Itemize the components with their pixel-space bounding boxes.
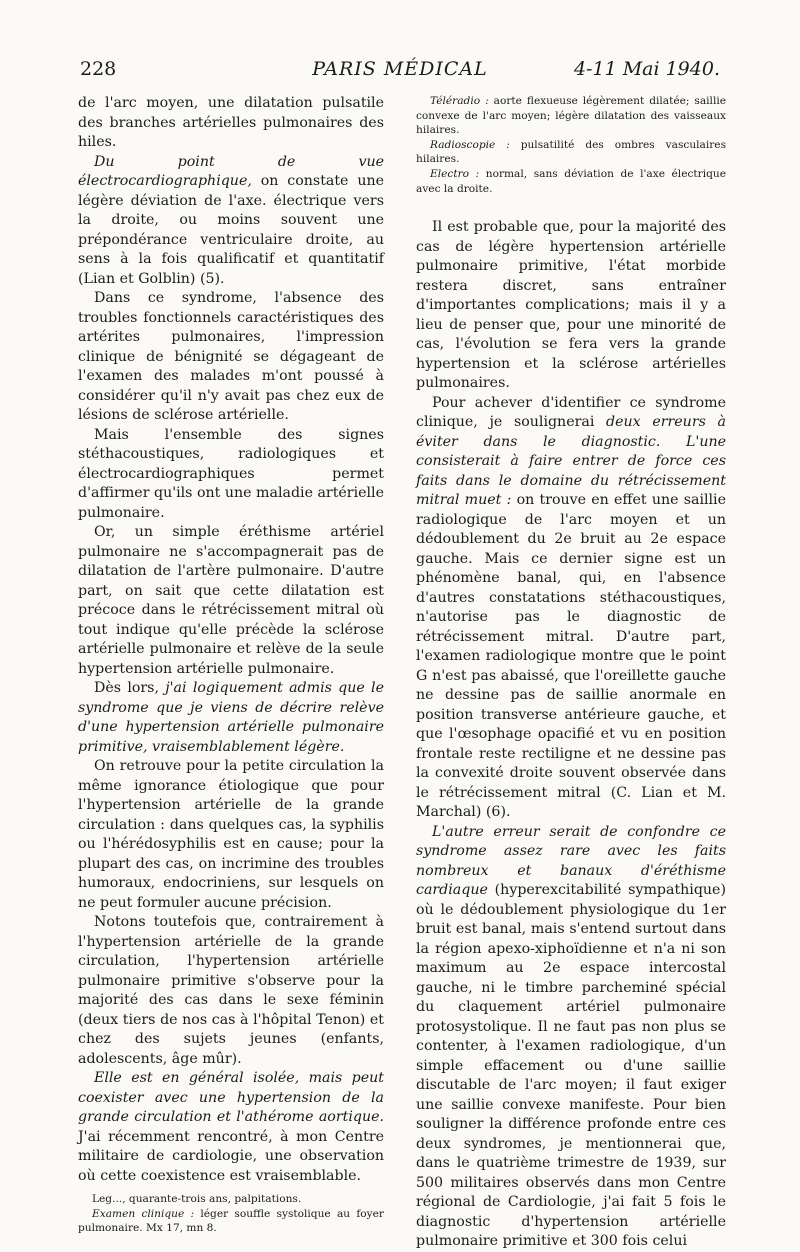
paragraph: Elle est en général isolée, mais peut coexister avec une hypertension de la grande circulation et l'athérome aortique. J'ai récemment rencontré, à mon Centre militaire de cardiologie, une observation où cette coexistence est vraisemblable. [78, 1070, 384, 1184]
emphasis: deux erreurs à éviter dans le diagnostic. L'une consisterait à faire entrer de force ces faits dans le domaine du rétrécissement mitral muet : [416, 414, 727, 509]
left-column [78, 94, 384, 1236]
paragraph: Dès lors, j'ai logiquement admis que le syndrome que je viens de décrire relève d'une hypertension artérielle pulmonaire primitive, vraisemblablement légère. [78, 680, 384, 755]
emphasis: j'ai logiquement admis que le syndrome que je viens de décrire relève d'une hypertension artérielle pulmonaire primitive, vraisemblablement légère. [78, 680, 384, 755]
right-column [416, 94, 726, 1252]
paragraph: Or, un simple éréthisme artériel pulmonaire ne s'accompagnerait pas de dilatation de l'artère pulmonaire. D'autre part, on sait que cette dilatation est précoce dans le rétrécissement mitral où tout indique qu'elle précède la sclérose artérielle pulmonaire et relève de la seule hypertension artérielle pulmonaire. [78, 524, 384, 677]
paragraph: Notons toutefois que, contrairement à l'hypertension artérielle de la grande circulation, l'hypertension artérielle pulmonaire primitive s'observe pour la majorité des cas dans le sexe féminin (deux tiers de nos cas à l'hôpital Tenon) et chez des sujets jeunes (enfants, adolescents, âge mûr). [78, 914, 384, 1067]
case-note: Téléradio : aorte flexueuse légèrement dilatée; saillie convexe de l'arc moyen; légère dilatation des vaisseaux hilaires. [416, 95, 726, 137]
case-note: Leg..., quarante-trois ans, palpitations. [92, 1193, 302, 1205]
paragraph: Dans ce syndrome, l'absence des troubles fonctionnels caractéristiques des artérites pulmonaires, l'impression clinique de bénignité se dégageant de l'examen des malades m'ont poussé à considérer qu'il n'y avait pas chez eux de lésions de sclérose artérielle. [78, 290, 384, 423]
emphasis: Du point de vue électrocardiographique, [78, 153, 384, 189]
issue-date: 4-11 Mai 1940. [573, 58, 720, 80]
paragraph: Mais l'ensemble des signes stéthacoustiques, radiologiques et électrocardiographiques permet d'affirmer qu'ils ont une maladie artérielle pulmonaire. [78, 426, 384, 521]
page-header [80, 58, 720, 88]
case-note: Electro : normal, sans déviation de l'axe électrique avec la droite. [416, 167, 726, 195]
journal-title: PARIS MÉDICAL [312, 58, 488, 80]
paragraph: Pour achever d'identifier ce syndrome clinique, je soulignerai deux erreurs à éviter dans le diagnostic. L'une consisterait à faire entrer de force ces faits dans le domaine du rétrécissement mitral muet : on trouve en effet une saillie radiologique de l'arc moyen et un dédoublement du 2e bruit au 2e espace gauche. Mais ce dernier signe est un phénomène banal, qui, en l'absence d'autres constatations stéthacoustiques, n'autorise pas le diagnostic de rétrécissement mitral. D'autre part, l'examen radiologique montre que le point G n'est pas abaissé, que l'oreillette gauche ne dessine pas de saillie anormale en position transverse antérieure gauche, et que l'œsophage opacifié et vu en position frontale reste rectiligne et ne dessine pas la convexité droite souvent observée dans le rétrécissement mitral (C. Lian et M. Marchal) (6). [416, 394, 727, 821]
emphasis: L'autre erreur serait de confondre ce syndrome assez rare avec les faits nombreux et banaux d'éréthisme cardiaque [416, 823, 726, 899]
paragraph: de l'arc moyen, une dilatation pulsatile des branches artérielles pulmonaires des hiles. [78, 95, 384, 150]
paragraph: Il est probable que, pour la majorité des cas de légère hypertension artérielle pulmonaire primitive, l'état morbide restera discret, sans entraîner d'importantes complications; mais il y a lieu de penser que, pour une minorité de cas, l'évolution se fera vers la grande hypertension et la sclérose artérielles pulmonaires. [416, 219, 726, 392]
emphasis: Elle est en général isolée, mais peut coexister avec une hypertension de la grande circulation et l'athérome aortique. [78, 1070, 384, 1125]
case-note: Examen clinique : léger souffle systolique au foyer pulmonaire. Mx 17, mn 8. [78, 1207, 384, 1235]
paragraph: L'autre erreur serait de confondre ce syndrome assez rare avec les faits nombreux et banaux d'éréthisme cardiaque (hyperexcitabilité sympathique) où le dédoublement physiologique du 1er bruit est banal, mais s'entend surtout dans la région apexo-xiphoïdienne et n'a ni son maximum au 2e espace intercostal gauche, ni le timbre parcheminé spécial du claquement artériel pulmonaire protosystolique. Il ne faut pas non plus se contenter, à l'examen radiologique, d'un simple effacement ou d'une saillie discutable de l'arc moyen; il faut exiger une saillie convexe manifeste. Pour bien souligner la différence profonde entre ces deux syndromes, je mentionnerai que, dans le quatrième trimestre de 1939, sur 500 militaires observés dans mon Centre régional de Cardiologie, j'ai fait 5 fois le diagnostic d'hypertension artérielle pulmonaire primitive et 300 fois celui [416, 823, 726, 1250]
paragraph: Du point de vue électrocardiographique, on constate une légère déviation de l'axe. électrique vers la droite, ou moins souvent une prépondérance ventriculaire droite, au sens à la fois qualificatif et quantitatif (Lian et Golblin) (5). [78, 153, 384, 287]
case-note: Radioscopie : pulsatilité des ombres vasculaires hilaires. [416, 138, 726, 166]
paragraph: On retrouve pour la petite circulation la même ignorance étiologique que pour l'hypertension artérielle de la grande circulation : dans quelques cas, la syphilis ou l'hérédosyphilis est en cause; pour la plupart des cas, on incrimine des troubles humoraux, endocriniens, sur lesquels on ne peut formuler aucune précision. [78, 758, 384, 911]
page-number: 228 [80, 58, 117, 80]
